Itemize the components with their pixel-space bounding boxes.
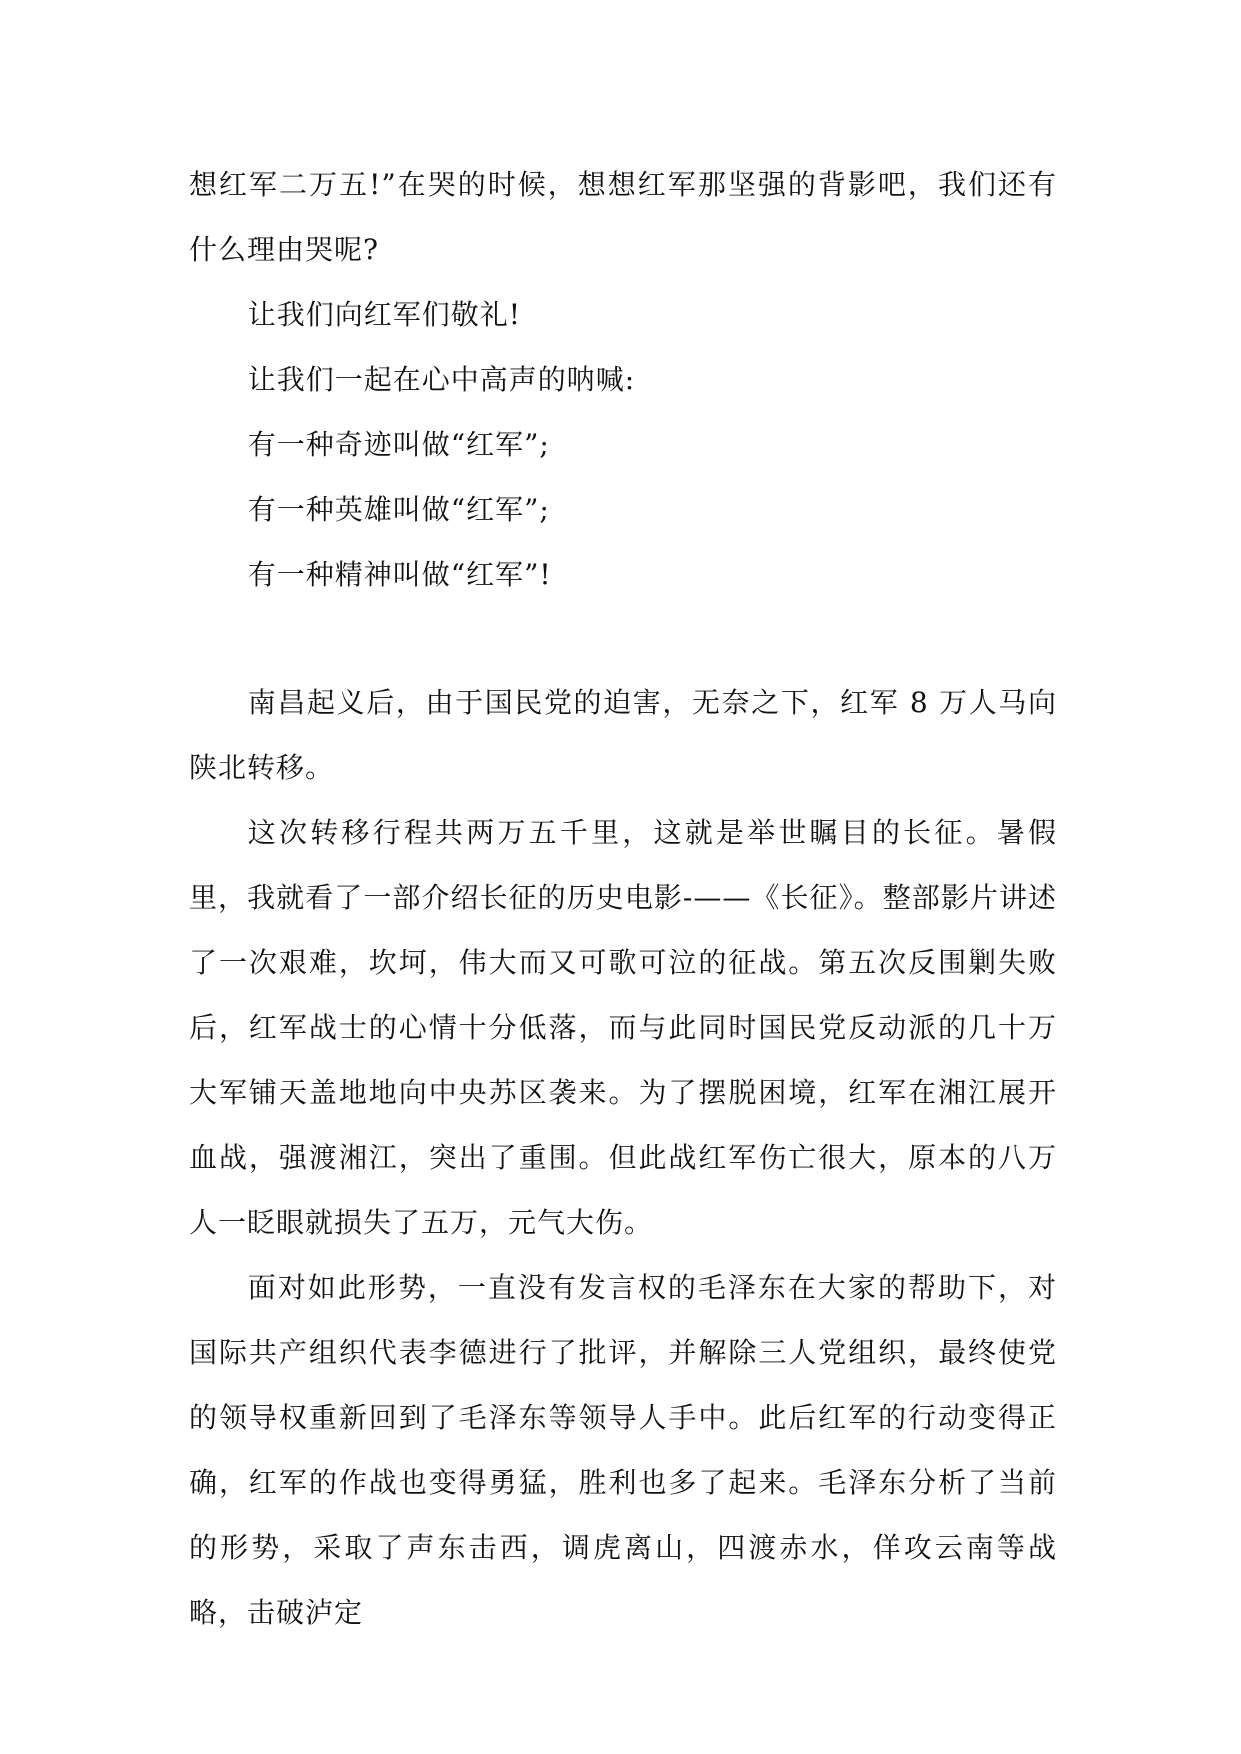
text-section-2 xyxy=(189,670,1057,1645)
paragraph-salute: 让我们向红军们敬礼! xyxy=(247,298,522,331)
paragraph-hero: 有一种英雄叫做“红军”; xyxy=(247,493,550,526)
paragraph-spirit: 有一种精神叫做“红军”! xyxy=(247,558,552,591)
text-section-1 xyxy=(189,152,1057,607)
paragraph-shout: 让我们一起在心中高声的呐喊: xyxy=(247,363,636,396)
paragraph-long-march-film: 这次转移行程共两万五千里，这就是举世瞩目的长征。暑假里，我就看了一部介绍长征的历史电影-——《长征》。整部影片讲述了一次艰难，坎坷，伟大而又可歌可泣的征战。第五次反围剿失败后，红军战士的心情十分低落，而与此同时国民党反动派的几十万大军铺天盖地地向中央苏区袭来。为了摆脱困境，红军在湘江展开血战，强渡湘江，突出了重围。但此战红军伤亡很大，原本的八万人一眨眼就损失了五万，元气大伤。 xyxy=(189,816,1057,1239)
paragraph-miracle: 有一种奇迹叫做“红军”; xyxy=(247,428,550,461)
paragraph-continuation: 想红军二万五!”在哭的时候，想想红军那坚强的背影吧，我们还有什么理由哭呢? xyxy=(189,168,1057,266)
paragraph-nanchang-uprising: 南昌起义后，由于国民党的迫害，无奈之下，红军 8 万人马向陕北转移。 xyxy=(189,686,1057,784)
paragraph-mao-leadership: 面对如此形势，一直没有发言权的毛泽东在大家的帮助下，对国际共产组织代表李德进行了批评，并解除三人党组织，最终使党的领导权重新回到了毛泽东等领导人手中。此后红军的行动变得正确，红军的作战也变得勇猛，胜利也多了起来。毛泽东分析了当前的形势，采取了声东击西，调虎离山，四渡赤水，佯攻云南等战略，击破泸定 xyxy=(189,1271,1057,1629)
